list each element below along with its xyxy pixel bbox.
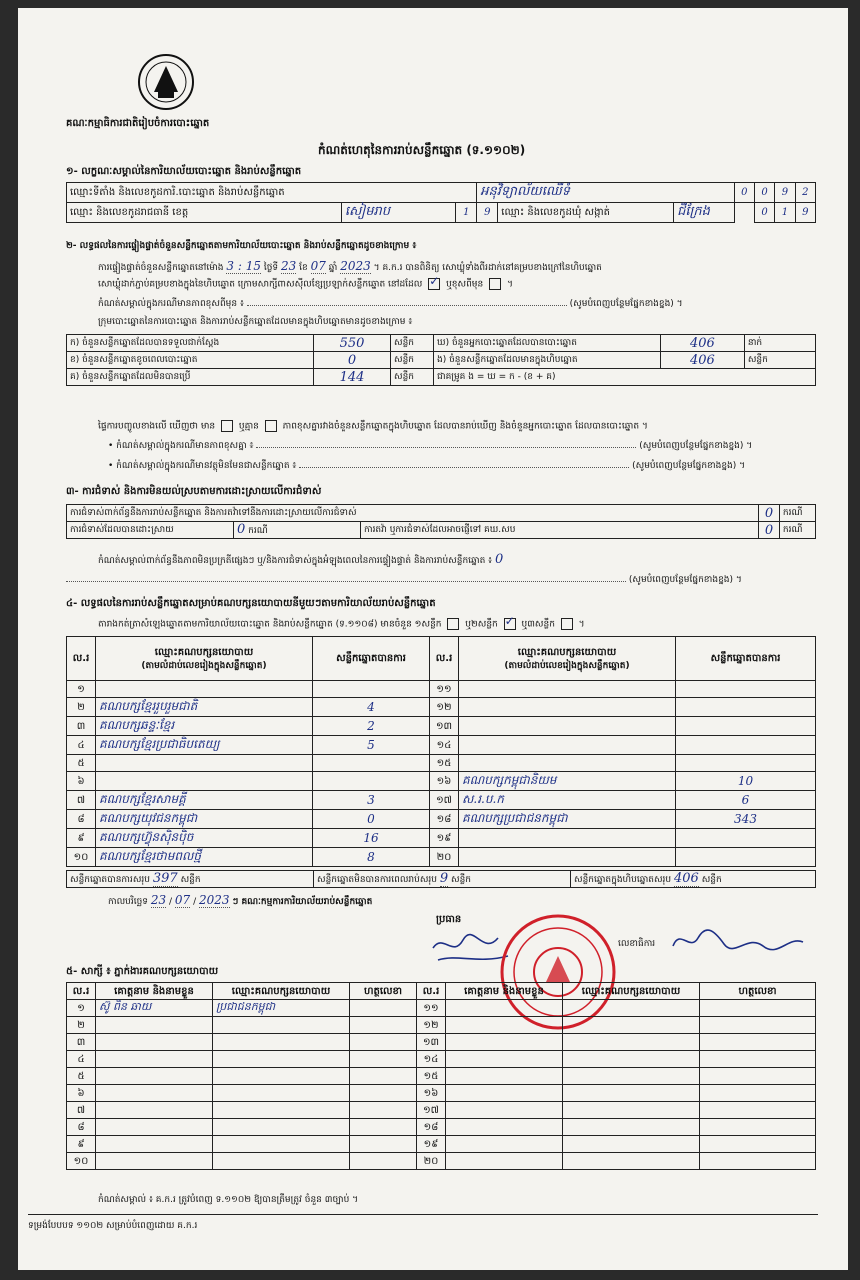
party-name: គណបក្សយុវជនកម្ពុជា — [96, 810, 313, 829]
table-row — [67, 717, 816, 736]
spoiled-label: ខ) ចំនួនសន្លឹកឆ្នោតខូចពេលបោះឆ្នោត — [67, 352, 314, 369]
commune-label: ឈ្មោះ និងលេខកូដឃុំ សង្កាត់ — [498, 203, 674, 223]
party-votes: 3 — [313, 791, 430, 810]
party-no: ១៧ — [430, 791, 459, 810]
party-name — [459, 755, 676, 772]
objection-table: ការជំទាស់ពាក់ព័ន្ធនឹងការរាប់សន្លឹកឆ្នោត និងការតវ៉ាទៅនឹងការដោះស្រាយលើការជំទាស់ 0 ករណី ការជំទាស់ដែលបានដោះស្រាយ 0 ករណី ការតវ៉ា ឬការជំទាស់ដែលអាចផ្ញើទៅ គឃ.សប 0 ករណី — [66, 504, 816, 539]
witness-no: ១៥ — [417, 1068, 446, 1085]
witness-name — [96, 1102, 213, 1119]
formula: ជាគម្រូគ ង = ឃ = ក - (ខ + គ) — [434, 369, 816, 386]
witness-no: ១៣ — [417, 1034, 446, 1051]
party-votes: 16 — [313, 829, 430, 848]
party-no: ៣ — [67, 717, 96, 736]
table-row — [67, 810, 816, 829]
witness-no: ១៧ — [417, 1102, 446, 1119]
resolved-label: ការជំទាស់ដែលបានដោះស្រាយ — [67, 522, 234, 539]
witness-party — [213, 1017, 350, 1034]
witness-signature — [350, 1102, 417, 1119]
party-name: គណបក្សខ្មែរប្រជាធិបតេយ្យ — [96, 736, 313, 755]
party-name: ស.រ.ប.ក — [459, 791, 676, 810]
witness-no: ១៩ — [417, 1136, 446, 1153]
table-row — [67, 1068, 816, 1085]
party-votes — [676, 698, 816, 717]
province-label: ឈ្មោះ និងលេខកូដរាជធានី ខេត្ត — [67, 203, 342, 223]
witness-signature — [350, 1034, 417, 1051]
party-votes — [676, 829, 816, 848]
party-name: គណបក្សខ្មែរសាមគ្គី — [96, 791, 313, 810]
witness-table: ល.រ គោត្តនាម និងនាមខ្លួន ឈ្មោះគណបក្សនយោបាយ ហត្ថលេខា ល.រ គោត្តនាម និងនាមខ្លួន ឈ្មោះគណបក្សនយោបាយ ហត្ថលេខា ១ ស៊ូ ពិន ឆាយ ប្រជាជនកម្ពុជា ១១ ២ ១២ ៣ ១៣ ៤ ១៤ ៥ ១៥ ៦ ១៦ ៧ ១៧ ៨ ១៨ ៩ ១៩ ១០ ២០ — [66, 982, 816, 1170]
table-row — [67, 698, 816, 717]
table-row — [67, 755, 816, 772]
witness-no: ៦ — [67, 1085, 96, 1102]
witness-party — [213, 1068, 350, 1085]
party-name — [459, 829, 676, 848]
witness-signature — [700, 1051, 816, 1068]
no-discrepancy-checkbox[interactable] — [265, 420, 277, 432]
valid-total: 397 — [152, 871, 178, 886]
three-sheet-checkbox[interactable] — [561, 618, 573, 630]
location-code-digit: 0 — [754, 183, 774, 203]
witness-party — [213, 1136, 350, 1153]
party-no: ៥ — [67, 755, 96, 772]
location-code-digit: 0 — [734, 183, 754, 203]
party-name: គណបក្សឆន្ទៈខ្មែរ — [96, 717, 313, 736]
witness-name — [96, 1085, 213, 1102]
month-value: 07 — [310, 259, 326, 273]
witness-party — [213, 1085, 350, 1102]
secretary-signature-icon — [668, 924, 808, 958]
org-name: គណៈកម្មាធិការជាតិរៀបចំការបោះឆ្នោត — [66, 118, 210, 129]
seal-line: សោឃ្លុំដាក់ភ្ជាប់គម្របខាងក្នុងនៃហិបឆ្នោត ក្រោមសាក្សីពាសស៊ីលខ្សែប្រឡាក់សន្លឹកឆ្នោត នៅដដែល ✓ ឬខុសពីមុន ។ — [98, 278, 513, 291]
party-no: ១៥ — [430, 755, 459, 772]
witness-name — [446, 1034, 563, 1051]
unused-value: 144 — [314, 369, 391, 386]
party-votes — [676, 736, 816, 755]
party-name — [96, 681, 313, 698]
irregularity-line: (សូមបំពេញបន្ថែមផ្នែកខាងខ្នង) ។ — [66, 574, 816, 586]
spoiled-value: 0 — [314, 352, 391, 369]
witness-signature — [700, 1017, 816, 1034]
witness-party — [563, 1153, 700, 1170]
party-no: ៩ — [67, 829, 96, 848]
table-row — [67, 1102, 816, 1119]
resolved-value: 0 — [237, 522, 246, 537]
witness-name — [96, 1119, 213, 1136]
witness-no: ២០ — [417, 1153, 446, 1170]
commune-code-digit: 1 — [775, 203, 795, 223]
commune-code-digit: 9 — [795, 203, 815, 223]
table-row — [67, 848, 816, 867]
location-table — [66, 182, 816, 223]
province-code-digit: 1 — [456, 203, 477, 223]
witness-name — [446, 1119, 563, 1136]
party-name — [459, 736, 676, 755]
party-no: ១១ — [430, 681, 459, 698]
party-no: ៧ — [67, 791, 96, 810]
party-name: គណបក្សប្រជាជនកម្ពុជា — [459, 810, 676, 829]
witness-no: ៩ — [67, 1136, 96, 1153]
received-label: ក) ចំនួនសន្លឹកឆ្នោតដែលបានទទួលជាក់ស្តែង — [67, 335, 314, 352]
counting-intro: ក្រុមបោះឆ្នោតនៃការបោះឆ្នោត និងការរាប់សន្លឹកឆ្នោតដែលមានក្នុងហិបឆ្នោតមានដូចខាងក្រោម ៖ — [98, 317, 413, 327]
party-votes: 10 — [676, 772, 816, 791]
table-row — [67, 1136, 816, 1153]
party-no: ១៦ — [430, 772, 459, 791]
form-title: កំណត់ហេតុនៃការរាប់សន្លឹកឆ្នោត (ទ.១១០២) — [318, 143, 526, 157]
party-no: ២ — [67, 698, 96, 717]
voters-value: 406 — [661, 335, 745, 352]
sheet-count-line: តារាងកត់ត្រាសំឡេងឆ្នោតតាមការិយាល័យបោះឆ្នោត និងរាប់សន្លឹកឆ្នោត (ទ.១១០៨) មានចំនួន ១សន្លឹក ឬ២សន្លឹក ✓ ឬ៣សន្លឹក ។ — [98, 618, 585, 631]
witness-party — [563, 1068, 700, 1085]
party-no: ១៣ — [430, 717, 459, 736]
party-name — [459, 848, 676, 867]
totals-table: សន្លឹកឆ្នោតបានការសរុប 397 សន្លឹក សន្លឹកឆ្នោតមិនបានការពេលរាប់សរុប 9 សន្លឹក សន្លឹកឆ្នោតក្នុងហិបឆ្នោតសរុប 406 សន្លឹក — [66, 870, 816, 888]
witness-party — [563, 1000, 700, 1017]
witness-signature — [700, 1085, 816, 1102]
witness-no: ៧ — [67, 1102, 96, 1119]
province-code-digit: 9 — [477, 203, 498, 223]
party-votes — [313, 755, 430, 772]
location-code-digit: 9 — [775, 183, 795, 203]
witness-signature — [700, 1153, 816, 1170]
party-no: ១៨ — [430, 810, 459, 829]
witness-no: ១០ — [67, 1153, 96, 1170]
date-day: 23 — [150, 893, 167, 907]
ballot-count-table: ក) ចំនួនសន្លឹកឆ្នោតដែលបានទទួលជាក់ស្តែង 550 សន្លឹក ឃ) ចំនួនអ្នកបោះឆ្នោតដែលបានបោះឆ្នោត 406 នាក់ ខ) ចំនួនសន្លឹកឆ្នោតខូចពេលបោះឆ្នោត 0 សន្លឹក ង) ចំនួនសន្លឹកឆ្នោតដែលមានក្នុងហិបឆ្នោត 406 សន្លឹក គ) ចំនួនសន្លឹកឆ្នោតដែលមិនបានប្រើ 144 សន្លឹក ជាគម្រូគ ង = ឃ = ក - (ខ + គ) — [66, 334, 816, 386]
party-name: គណបក្សហ៊្វុនស៊ិនប៉ិច — [96, 829, 313, 848]
section-2-title: ២- លទ្ធផលនៃការផ្ទៀងផ្ទាត់ចំនួនសន្លឹកឆ្នោតតាមការិយាល័យបោះឆ្នោត និងរាប់សន្លឹកឆ្នោតដូចខាងក្រោម ៖ — [66, 241, 417, 251]
form-footer: ទម្រង់បែបបទ ១១០២ សម្រាប់បំពេញដោយ គ.ក.រ — [28, 1221, 198, 1231]
footnote: កំណត់សម្គាល់ ៖ គ.ក.រ ត្រូវបំពេញ ទ.១១០២ ឱ្យបានត្រឹមត្រូវ ចំនួន ៣ច្បាប់ ។ — [98, 1195, 359, 1205]
party-no: ៤ — [67, 736, 96, 755]
box-total: 406 — [674, 871, 699, 886]
table-row — [67, 1017, 816, 1034]
table-row — [67, 1034, 816, 1051]
party-name: គណបក្សកម្ពុជានិយម — [459, 772, 676, 791]
invalid-total: 9 — [439, 871, 449, 886]
witness-no: ៥ — [67, 1068, 96, 1085]
table-row — [67, 791, 816, 810]
date-month: 07 — [174, 893, 191, 907]
two-sheet-checkbox[interactable] — [504, 618, 516, 630]
party-votes: 8 — [313, 848, 430, 867]
party-votes: 6 — [676, 791, 816, 810]
party-no: ១០ — [67, 848, 96, 867]
objection-label: ការជំទាស់ពាក់ព័ន្ធនឹងការរាប់សន្លឹកឆ្នោត និងការតវ៉ាទៅនឹងការដោះស្រាយលើការជំទាស់ — [67, 505, 759, 522]
table-row — [67, 1119, 816, 1136]
witness-no: ១១ — [417, 1000, 446, 1017]
party-name — [459, 717, 676, 736]
same-checkbox[interactable] — [428, 278, 440, 290]
secretary-label: លេខាធិការ — [618, 939, 656, 949]
witness-party — [563, 1119, 700, 1136]
witness-name: ស៊ូ ពិន ឆាយ — [96, 1000, 213, 1017]
table-row — [67, 1153, 816, 1170]
footer-divider — [28, 1214, 818, 1215]
witness-party — [563, 1017, 700, 1034]
witness-no: ២ — [67, 1017, 96, 1034]
table-row — [67, 736, 816, 755]
witness-signature — [350, 1136, 417, 1153]
nec-emblem-icon — [136, 52, 196, 112]
location-value: អនុវិទ្យាល័យឈើទំ — [477, 183, 734, 203]
in-box-label: ង) ចំនួនសន្លឹកឆ្នោតដែលមានក្នុងហិបឆ្នោត — [434, 352, 661, 369]
witness-no: ១ — [67, 1000, 96, 1017]
witness-signature — [700, 1000, 816, 1017]
witness-party — [213, 1034, 350, 1051]
party-no: ៦ — [67, 772, 96, 791]
table-row — [67, 681, 816, 698]
table-row — [67, 1051, 816, 1068]
party-votes — [676, 717, 816, 736]
different-checkbox[interactable] — [489, 278, 501, 290]
witness-party — [213, 1051, 350, 1068]
witness-party — [563, 1136, 700, 1153]
witness-signature — [350, 1051, 417, 1068]
province-value: សៀមរាប — [341, 203, 455, 223]
witness-signature — [350, 1085, 417, 1102]
table-row — [67, 1085, 816, 1102]
in-box-value: 406 — [661, 352, 745, 369]
commune-value: ជីក្រែង — [674, 203, 734, 223]
party-name — [96, 772, 313, 791]
time-value: 3 : 15 — [226, 259, 261, 273]
party-votes: 0 — [313, 810, 430, 829]
party-no: ១៩ — [430, 829, 459, 848]
discrepancy-line: ផ្ទៃការបញ្ចូលខាងលើ ឃើញថា មាន ឬគ្មាន ភាពខុសគ្នារវាងចំនួនសន្លឹកឆ្នោតក្នុងហិបឆ្នោត ដែលបានរាប់ឃើញ និងចំនួនអ្នកបោះឆ្នោត ដែលបានបោះឆ្នោត ។ — [98, 421, 648, 432]
witness-name — [446, 1068, 563, 1085]
witness-party — [213, 1119, 350, 1136]
witness-name — [446, 1051, 563, 1068]
party-results-table: ល.រ ឈ្មោះគណបក្សនយោបាយ (តាមលំដាប់លេខរៀងក្នុងសន្លឹកឆ្នោត) សន្លឹកឆ្នោតបានការ ល.រ ឈ្មោះគណបក្សនយោបាយ (តាមលំដាប់លេខរៀងក្នុងសន្លឹកឆ្នោត) សន្លឹកឆ្នោតបានការ ១ ១១ ២ គណបក្សខ្មែររួបរួមជាតិ 4 ១២ ៣ គណបក្សឆន្ទៈខ្មែរ 2 ១៣ ៤ គណបក្សខ្មែរប្រជាធិបតេយ្យ 5 ១៤ ៥ ១៥ ៦ ១៦ គណបក្សកម្ពុជានិយម 10 ៧ គណបក្សខ្មែរសាមគ្គី 3 ១៧ ស.រ.ប.ក 6 ៨ គណបក្សយុវជនកម្ពុជា 0 ១៨ គណបក្សប្រជាជនកម្ពុជា 343 ៩ គណបក្សហ៊្វុនស៊ិនប៉ិច 16 ១៩ ១០ គណបក្សខ្មែរថាមពលថ្មី 8 ២០ — [66, 636, 816, 867]
witness-signature — [350, 1000, 417, 1017]
witness-signature — [350, 1017, 417, 1034]
bullet-note-1: • កំណត់សម្គាល់ក្នុងករណីមានភាពខុសគ្នា ៖ (សូមបំពេញបន្ថែមផ្នែកខាងខ្នង) ។ — [108, 441, 753, 451]
witness-name — [96, 1068, 213, 1085]
difference-note: កំណត់សម្គាល់ក្នុងករណីមានភាពខុសពីមុន ៖ (សូមបំពេញបន្ថែមផ្នែកខាងខ្នង) ។ — [98, 299, 683, 309]
witness-name — [446, 1136, 563, 1153]
witness-party — [563, 1034, 700, 1051]
witness-name — [96, 1034, 213, 1051]
section-5-title: ៥- សាក្សី ៖ ភ្នាក់ងារគណបក្សនយោបាយ — [66, 966, 219, 977]
witness-signature — [350, 1119, 417, 1136]
party-name — [459, 681, 676, 698]
witness-name — [446, 1017, 563, 1034]
witness-signature — [700, 1136, 816, 1153]
witness-name — [96, 1017, 213, 1034]
witness-name — [96, 1153, 213, 1170]
location-label: ឈ្មោះទីតាំង និងលេខកូដការិ.បោះឆ្នោត និងរាប់សន្លឹកឆ្នោត — [67, 183, 477, 203]
table-row — [67, 1000, 816, 1017]
table-row — [67, 772, 816, 791]
party-no: ៨ — [67, 810, 96, 829]
witness-party — [563, 1102, 700, 1119]
party-name — [459, 698, 676, 717]
witness-signature — [700, 1102, 816, 1119]
unused-label: គ) ចំនួនសន្លឹកឆ្នោតដែលមិនបានប្រើ — [67, 369, 314, 386]
witness-no: ៣ — [67, 1034, 96, 1051]
witness-name — [96, 1051, 213, 1068]
party-votes: 5 — [313, 736, 430, 755]
witness-name — [96, 1136, 213, 1153]
witness-no: ៤ — [67, 1051, 96, 1068]
witness-signature — [350, 1068, 417, 1085]
commune-code-digit: 0 — [754, 203, 774, 223]
party-votes: 2 — [313, 717, 430, 736]
location-code-digit: 2 — [795, 183, 815, 203]
table-row — [67, 829, 816, 848]
witness-no: ៨ — [67, 1119, 96, 1136]
party-votes — [676, 755, 816, 772]
bullet-note-2: • កំណត់សម្គាល់ក្នុងករណីមានវត្ថុមិនមែនជាសន្លឹកឆ្នោត ៖ (សូមបំពេញបន្ថែមផ្នែកខាងខ្នង) ។ — [108, 461, 746, 471]
party-no: ១ — [67, 681, 96, 698]
witness-no: ១៦ — [417, 1085, 446, 1102]
witness-signature — [700, 1068, 816, 1085]
form-page — [18, 8, 848, 1270]
witness-no: ១៨ — [417, 1119, 446, 1136]
witness-party — [563, 1051, 700, 1068]
party-no: ១៤ — [430, 736, 459, 755]
party-votes: 4 — [313, 698, 430, 717]
witness-name — [446, 1000, 563, 1017]
section-4-title: ៤- លទ្ធផលនៃការរាប់សន្លឹកឆ្នោតសម្រាប់គណបក្សនយោបាយនីមួយៗតាមការិយាល័យរាប់សន្លឹកឆ្នោត — [66, 598, 436, 609]
party-votes — [676, 681, 816, 698]
year-value: 2023 — [340, 259, 371, 273]
witness-no: ១៤ — [417, 1051, 446, 1068]
party-no: ២០ — [430, 848, 459, 867]
witness-party — [563, 1085, 700, 1102]
witness-party: ប្រជាជនកម្ពុជា — [213, 1000, 350, 1017]
witness-signature — [700, 1119, 816, 1136]
received-value: 550 — [314, 335, 391, 352]
voters-label: ឃ) ចំនួនអ្នកបោះឆ្នោតដែលបានបោះឆ្នោត — [434, 335, 661, 352]
party-votes: 343 — [676, 810, 816, 829]
party-name: គណបក្សខ្មែរថាមពលថ្មី — [96, 848, 313, 867]
witness-signature — [700, 1034, 816, 1051]
objection-value: 0 — [759, 505, 780, 522]
party-name — [96, 755, 313, 772]
section-1-title: ១- លក្ខណៈសម្គាល់នៃការិយាល័យបោះឆ្នោត និងរាប់សន្លឹកឆ្នោត — [66, 166, 302, 177]
appeal-value: 0 — [759, 522, 780, 539]
party-no: ១២ — [430, 698, 459, 717]
day-value: 23 — [281, 259, 297, 273]
witness-name — [446, 1085, 563, 1102]
witness-party — [213, 1153, 350, 1170]
appeal-label: ការតវ៉ា ឬការជំទាស់ដែលអាចផ្ញើទៅ គឃ.សប — [361, 522, 759, 539]
date-line: កាលបរិច្ឆេទ 23 / 07 / 2023 ៗ គណៈកម្មការការិយាល័យរាប់សន្លឹកឆ្នោត — [108, 893, 373, 907]
witness-party — [213, 1102, 350, 1119]
date-year: 2023 — [198, 893, 230, 907]
witness-signature — [350, 1153, 417, 1170]
party-votes — [676, 848, 816, 867]
party-votes — [313, 772, 430, 791]
party-votes — [313, 681, 430, 698]
witness-name — [446, 1102, 563, 1119]
chair-label: ប្រធាន — [436, 914, 462, 925]
one-sheet-checkbox[interactable] — [447, 618, 459, 630]
irregularity-note: កំណត់សម្គាល់ពាក់ព័ន្ធនឹងភាពមិនប្រក្រតីផ្សេងៗ ឬ/និងការជំទាស់ក្នុងអំឡុងពេលនៃការផ្ទៀងផ្ទាត់ និងការរាប់សន្លឹកឆ្នោត ៖ 0 — [98, 552, 504, 567]
verification-line: ការផ្ទៀងផ្ទាត់ចំនួនសន្លឹកឆ្នោតនៅម៉ោង 3 : 15 ថ្ងៃទី 23 ខែ 07 ឆ្នាំ 2023 ។ គ.ក.រ បានពិនិត្យ សោឃ្លុំទាំងពីរដាក់នៅគម្របខាងក្រៅនៃហិបឆ្នោត — [98, 259, 602, 273]
party-name: គណបក្សខ្មែររួបរួមជាតិ — [96, 698, 313, 717]
witness-no: ១២ — [417, 1017, 446, 1034]
witness-name — [446, 1153, 563, 1170]
section-3-title: ៣- ការជំទាស់ និងការមិនយល់ស្របតាមការដោះស្រាយលើការជំទាស់ — [66, 486, 322, 497]
has-discrepancy-checkbox[interactable] — [221, 420, 233, 432]
